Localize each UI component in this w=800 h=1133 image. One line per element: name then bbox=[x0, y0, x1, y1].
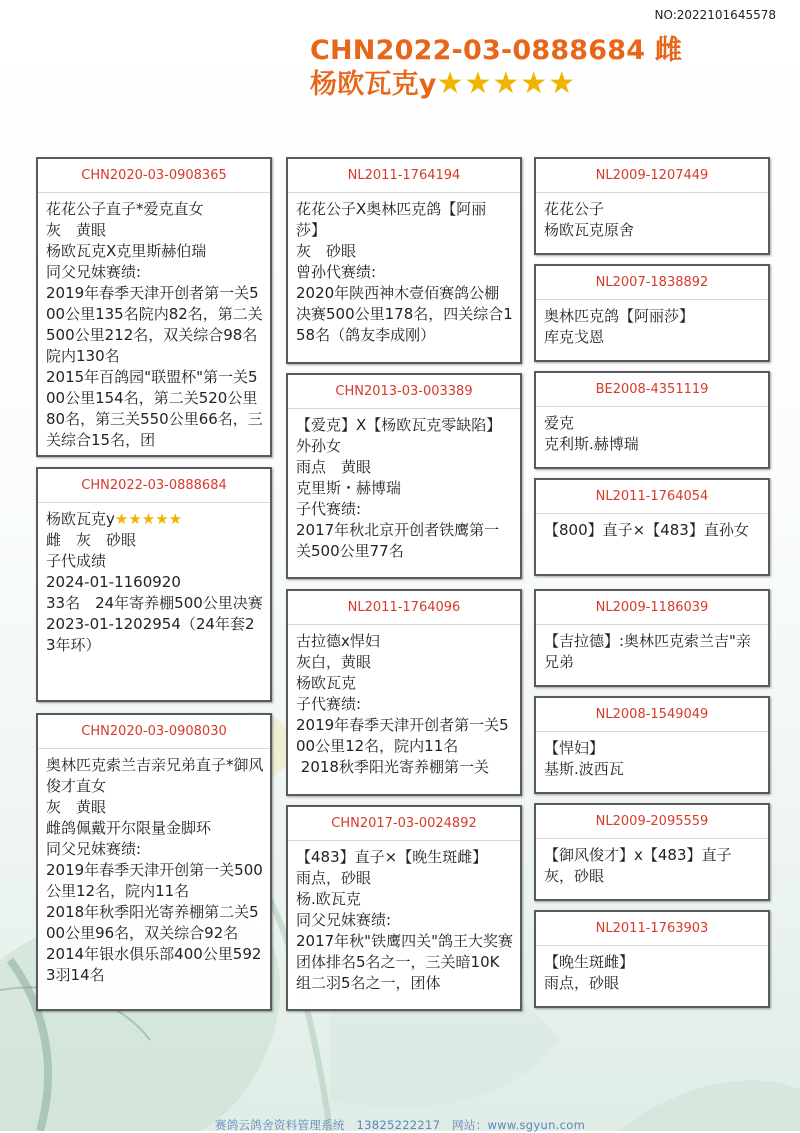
card-ring-number: NL2011-1763903 bbox=[536, 912, 768, 946]
card-details: 【御风俊才】x【483】直子 灰，砂眼 bbox=[544, 846, 732, 885]
rating-stars-icon: ★★★★★ bbox=[114, 510, 183, 528]
card-ring-number: NL2008-1549049 bbox=[536, 698, 768, 732]
card-sire[interactable] bbox=[36, 157, 272, 457]
card-details: 【吉拉德】:奥林匹克索兰吉"亲兄弟 bbox=[544, 632, 751, 671]
card-details: 花花公子 杨欧瓦克原舍 bbox=[544, 200, 635, 239]
card-ancestor-6[interactable] bbox=[534, 696, 770, 794]
card-ring-number: CHN2022-03-0888684 bbox=[38, 469, 270, 503]
title-name-line bbox=[310, 67, 682, 101]
card-ring-number: CHN2013-03-003389 bbox=[288, 375, 520, 409]
card-details: 【483】直子×【晚生斑雌】 雨点，砂眼 杨.欧瓦克 同父兄妹赛绩: 2017年秋"铁鹰四关"鸽王大奖赛团体排名5名之一，三关暗10K组二羽5名之一，团体 bbox=[296, 848, 513, 992]
card-details: 【爱克】X【杨欧瓦克零缺陷】外孙女 雨点 黄眼 克里斯・赫博瑞 子代赛绩: 2017年秋北京开创者铁鹰第一关500公里77名 bbox=[296, 416, 502, 560]
title-name: 杨欧瓦克y bbox=[310, 69, 437, 100]
card-granddam-paternal[interactable] bbox=[286, 373, 522, 579]
card-ring-number: CHN2020-03-0908365 bbox=[38, 159, 270, 193]
card-ring-number: CHN2020-03-0908030 bbox=[38, 715, 270, 749]
card-ring-number: NL2009-1186039 bbox=[536, 591, 768, 625]
card-ancestor-1[interactable] bbox=[534, 157, 770, 255]
card-grandsire-paternal[interactable] bbox=[286, 157, 522, 364]
card-details bbox=[38, 503, 270, 660]
card-details: 【悍妇】 基斯.波西瓦 bbox=[544, 739, 624, 778]
card-details: 奥林匹克索兰吉亲兄弟直子*御风俊才直女 灰 黄眼 雌鸽佩戴开尔限量金脚环 同父兄妹赛绩: 2019年春季天津开创第一关500公里12名，院内11名 2018年秋季阳光寄养棚第二关500公里96名，双关综合92名 2014年银水俱乐部400公里5923羽14名 bbox=[46, 756, 264, 984]
card-ring-number: NL2011-1764096 bbox=[288, 591, 520, 625]
card-details: 奥林匹克鸽【阿丽莎】 库克戈恩 bbox=[544, 307, 695, 346]
card-details: 爱克 克利斯.赫博瑞 bbox=[544, 414, 639, 453]
card-ring-number: BE2008-4351119 bbox=[536, 373, 768, 407]
rating-stars-icon: ★★★★★ bbox=[436, 66, 577, 101]
card-granddam-maternal[interactable] bbox=[286, 805, 522, 1011]
subject-info: 雌 灰 砂眼 子代成绩 2024-01-1160920 33名 24年寄养棚500公里决赛 2023-01-1202954（24年套23年环） bbox=[46, 531, 263, 654]
card-ring-number: NL2009-2095559 bbox=[536, 805, 768, 839]
title-ring-line: CHN2022-03-0888684 雌 bbox=[310, 35, 683, 66]
card-subject[interactable] bbox=[36, 467, 272, 702]
card-details: 古拉德x悍妇 灰白，黄眼 杨欧瓦克 子代赛绩: 2019年春季天津开创者第一关500公里12名，院内11名 2018秋季阳光寄养棚第一关 bbox=[296, 632, 509, 776]
card-details: 【晚生斑雌】 雨点，砂眼 bbox=[544, 953, 635, 992]
card-details: 花花公子直子*爱克直女 灰 黄眼 杨欧瓦克X克里斯赫伯瑞 同父兄妹赛绩: 2019年春季天津开创者第一关500公里135名院内82名，第二关500公里212名，双关综合98名院内130名 2015年百鸽园"联盟杯"第一关500公里154名，第二关520公里80名，第三关550公里66名，三关综合15名，团 bbox=[46, 200, 263, 449]
card-details: 花花公子X奥林匹克鸽【阿丽莎】 灰 砂眼 曾孙代赛绩: 2020年陕西神木壹佰赛鸽公棚决赛500公里178名，四关综合158名（鸽友李成刚） bbox=[296, 200, 513, 344]
pedigree-title bbox=[310, 34, 682, 101]
card-ancestor-4[interactable] bbox=[534, 478, 770, 576]
card-ancestor-8[interactable] bbox=[534, 910, 770, 1008]
card-ring-number: NL2007-1838892 bbox=[536, 266, 768, 300]
card-ancestor-2[interactable] bbox=[534, 264, 770, 362]
card-ring-number: NL2011-1764194 bbox=[288, 159, 520, 193]
card-ancestor-5[interactable] bbox=[534, 589, 770, 687]
footer-contact: 赛鸽云鸽舍资料管理系统 13825222217 网站：www.sgyun.com bbox=[214, 1118, 586, 1132]
card-ring-number: NL2009-1207449 bbox=[536, 159, 768, 193]
card-ring-number: CHN2017-03-0024892 bbox=[288, 807, 520, 841]
subject-name: 杨欧瓦克y bbox=[46, 510, 115, 528]
card-ancestor-3[interactable] bbox=[534, 371, 770, 469]
card-details: 【800】直子×【483】直孙女 bbox=[544, 521, 749, 539]
card-dam[interactable] bbox=[36, 713, 272, 1011]
card-ring-number: NL2011-1764054 bbox=[536, 480, 768, 514]
card-grandsire-maternal[interactable] bbox=[286, 589, 522, 796]
document-number: NO:2022101645578 bbox=[654, 8, 776, 22]
card-ancestor-7[interactable] bbox=[534, 803, 770, 901]
